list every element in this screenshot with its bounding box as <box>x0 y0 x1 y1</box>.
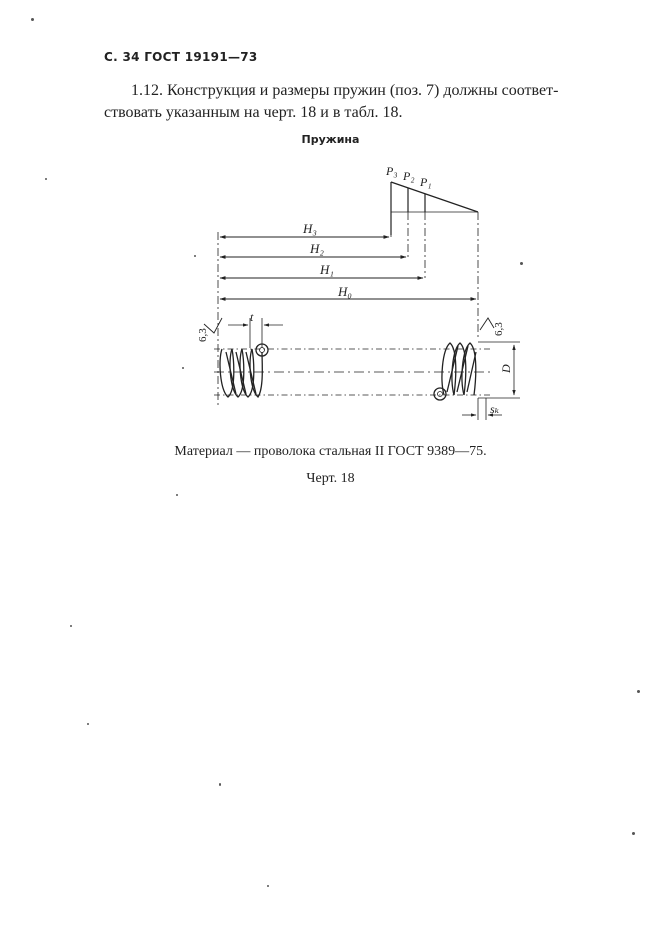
label-h2: H₂ <box>310 241 324 256</box>
label-h1: H₁ <box>320 262 334 277</box>
figure-title: Пружина <box>301 133 360 146</box>
spring-coils-right <box>434 343 476 400</box>
scan-speck <box>267 885 269 887</box>
pitch-dimension <box>228 318 283 348</box>
scan-speck <box>637 690 640 693</box>
label-h0: H₀ <box>338 284 352 299</box>
scan-speck <box>70 625 72 627</box>
page-header: С. 34 ГОСТ 19191—73 <box>104 50 258 64</box>
figure-caption: Черт. 18 <box>306 471 355 486</box>
scan-speck <box>182 367 184 369</box>
label-sk: sₖ <box>490 402 500 416</box>
label-h3: H₃ <box>303 221 317 236</box>
scan-speck <box>194 255 196 257</box>
paragraph-line-2: ствовать указанным на черт. 18 и в табл. 18. <box>104 104 403 121</box>
scan-speck <box>87 723 89 725</box>
extension-lines <box>218 212 478 405</box>
label-p1: P₁ <box>420 175 432 189</box>
scan-speck <box>219 783 221 786</box>
rough-right-label: 6,3 <box>493 322 505 336</box>
scan-speck <box>632 832 635 835</box>
scan-speck <box>176 494 178 496</box>
material-note: Материал — проволока стальная II ГОСТ 9389—75. <box>174 444 487 459</box>
label-d: D <box>499 364 513 373</box>
scan-speck <box>31 18 34 21</box>
roughness-mark-right <box>480 318 505 336</box>
spring-coils-left <box>220 344 268 397</box>
load-diagram <box>391 182 478 235</box>
paragraph-line-1: 1.12. Конструкция и размеры пружин (поз. 7) должны соответ- <box>131 82 559 99</box>
rough-left-label: 6,3 <box>197 328 209 342</box>
label-t: t <box>250 310 254 324</box>
scan-speck <box>520 262 523 265</box>
label-p2: P₂ <box>403 169 415 183</box>
label-p3: P₃ <box>386 164 398 178</box>
scan-speck <box>45 178 47 180</box>
